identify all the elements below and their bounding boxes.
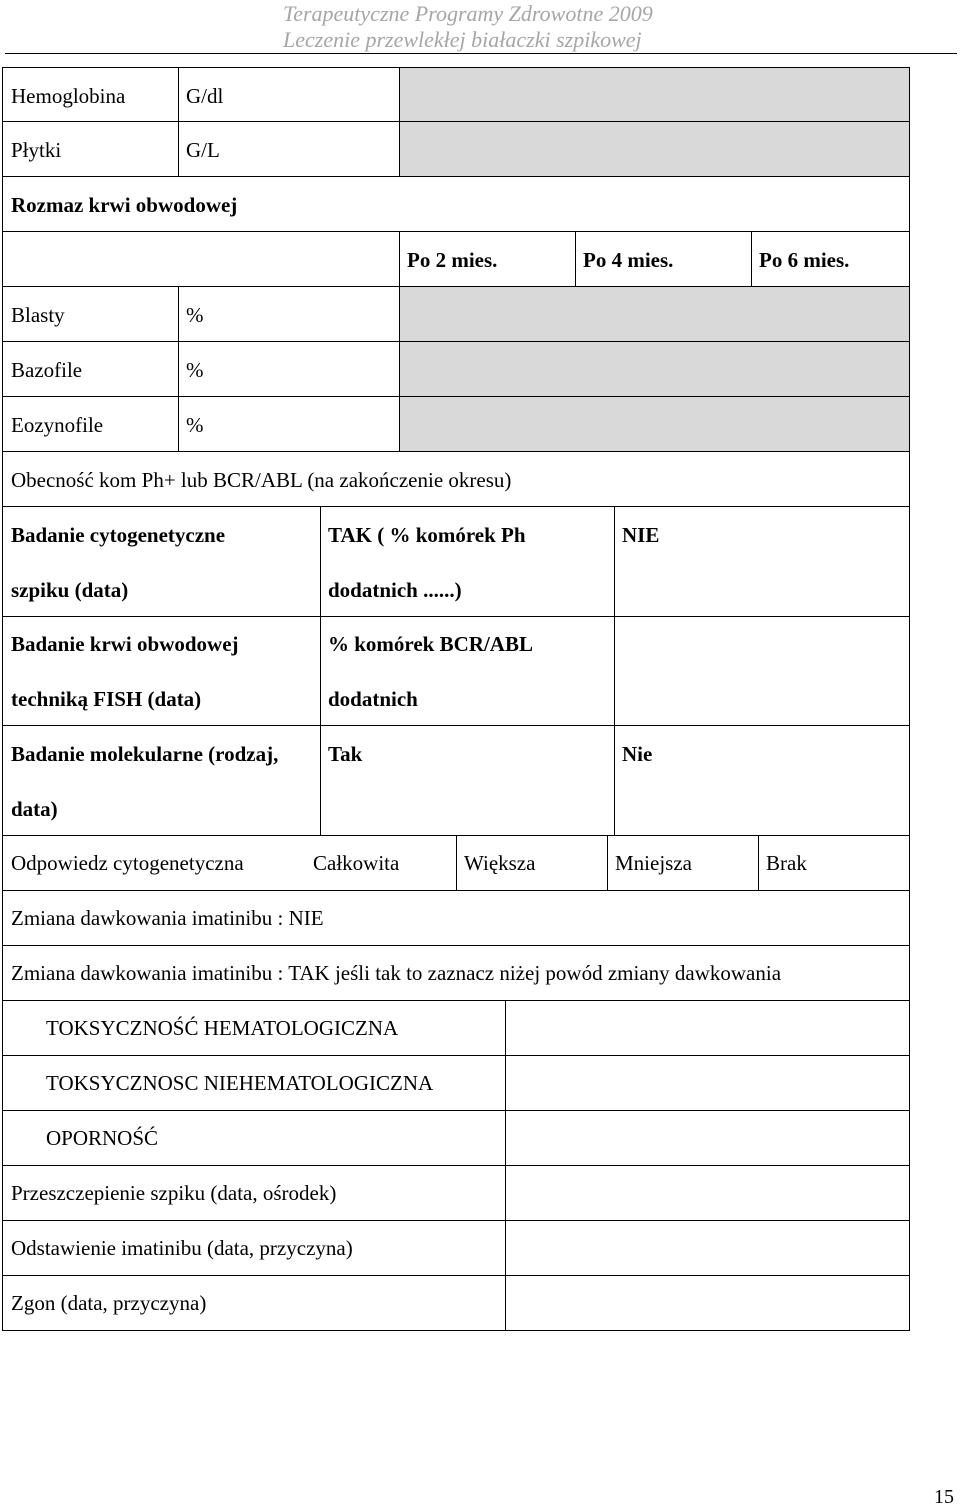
period-4: Po 4 mies. [583,248,674,272]
opt-brak: Brak [766,851,807,875]
row-bazofile [2,342,910,397]
divider [320,617,321,725]
label-odpowiedz: Odpowiedz cytogenetyczna [11,851,244,875]
label-fish-2: techniką FISH (data) [11,687,202,711]
row-hemoglobina [2,67,910,122]
page-number: 15 [934,1486,954,1508]
page-header [0,0,960,56]
unit-eozynofile: % [186,413,204,437]
label-molek-2: data) [11,797,58,821]
row-reason-hematologiczna [2,1001,910,1056]
label-reason-2: TOKSYCZNOSC NIEHEMATOLOGICZNA [46,1071,434,1095]
divider [505,1221,506,1275]
row-zgon [2,1276,910,1331]
row-zmiana-nie [2,891,910,946]
grey-fill [400,68,909,121]
label-obecnosc: Obecność kom Ph+ lub BCR/ABL (na zakończenie okresu) [11,468,512,492]
opt-mniejsza: Mniejsza [615,851,692,875]
divider [505,1001,506,1055]
label-fish-1: Badanie krwi obwodowej [11,632,239,656]
label-reason-1: TOKSYCZNOŚĆ HEMATOLOGICZNA [46,1016,399,1040]
cyto-tak-1: TAK ( % komórek Ph [328,523,526,547]
label-odstawienie: Odstawienie imatinibu (data, przyczyna) [11,1236,353,1260]
molek-tak: Tak [328,742,363,766]
divider [758,836,759,890]
divider [614,617,615,725]
divider [178,342,179,396]
divider [614,507,615,616]
label-plytki: Płytki [11,138,62,162]
divider [178,122,179,176]
divider [399,232,400,286]
label-molek-1: Badanie molekularne (rodzaj, [11,742,279,766]
unit-blasty: % [186,303,204,327]
label-zmiana-nie: Zmiana dawkowania imatinibu : NIE [11,906,324,930]
row-periods [2,232,910,287]
divider [505,1056,506,1110]
grey-fill [400,342,909,396]
unit-hemoglobina: G/dl [186,84,224,108]
label-cyto-1: Badanie cytogenetyczne [11,523,226,547]
row-molekularne [2,726,910,836]
row-reason-niehematologiczna [2,1056,910,1111]
divider [607,836,608,890]
divider [614,726,615,835]
unit-bazofile: % [186,358,204,382]
row-eozynofile [2,397,910,452]
opt-calkowita: Całkowita [313,851,400,875]
divider [178,68,179,121]
cyto-nie: NIE [622,523,660,547]
row-reason-opornosc [2,1111,910,1166]
label-zgon: Zgon (data, przyczyna) [11,1291,207,1315]
grey-fill [400,287,909,341]
row-fish [2,617,910,726]
label-rozmaz: Rozmaz krwi obwodowej [11,193,238,217]
divider [178,397,179,451]
cyto-tak-2: dodatnich ......) [328,578,462,602]
fish-val-1: % komórek BCR/ABL [328,632,533,656]
grey-fill [400,122,909,176]
period-6: Po 6 mies. [759,248,850,272]
divider [505,1166,506,1220]
molek-nie: Nie [622,742,653,766]
row-blasty [2,287,910,342]
row-obecnosc [2,452,910,507]
divider [320,726,321,835]
label-hemoglobina: Hemoglobina [11,84,126,108]
grey-fill [400,397,909,451]
fish-val-2: dodatnich [328,687,418,711]
divider [456,836,457,890]
row-zmiana-tak [2,946,910,1001]
row-plytki [2,122,910,177]
row-odpowiedz [2,836,910,891]
row-odstawienie [2,1221,910,1276]
label-bazofile: Bazofile [11,358,83,382]
label-eozynofile: Eozynofile [11,413,104,437]
row-cytogenetyczne [2,507,910,617]
label-reason-3: OPORNOŚĆ [46,1126,159,1150]
row-przeszczep [2,1166,910,1221]
period-2: Po 2 mies. [407,248,498,272]
label-przeszczep: Przeszczepienie szpiku (data, ośrodek) [11,1181,337,1205]
unit-plytki: G/L [186,138,220,162]
divider [505,1276,506,1330]
label-blasty: Blasty [11,303,65,327]
label-cyto-2: szpiku (data) [11,578,129,602]
label-zmiana-tak: Zmiana dawkowania imatinibu : TAK jeśli tak to zaznacz niżej powód zmiany dawkowania [11,961,782,985]
divider [320,507,321,616]
divider [505,1111,506,1165]
opt-wieksza: Większa [464,851,536,875]
divider [751,232,752,286]
row-rozmaz [2,177,910,232]
header-subtitle: Leczenie przewlekłej białaczki szpikowej [283,27,642,52]
divider [575,232,576,286]
divider [178,287,179,341]
header-rule [5,53,957,54]
header-program-title: Terapeutyczne Programy Zdrowotne 2009 [283,1,653,26]
